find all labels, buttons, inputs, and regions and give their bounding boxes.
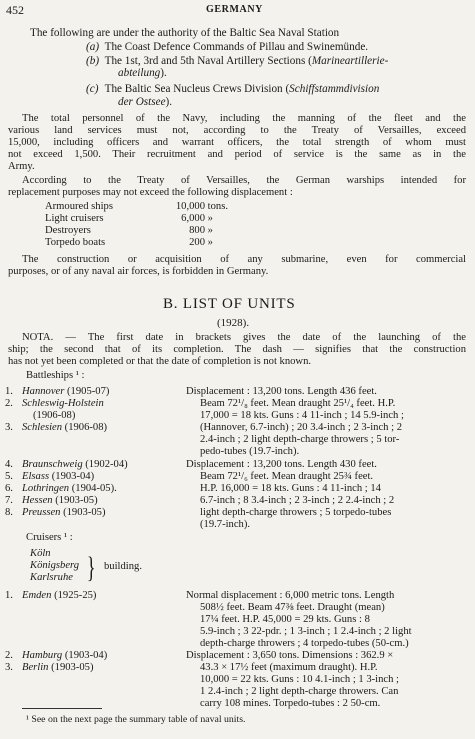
text-line: 6.7-inch ; 8 3.4-inch ; 2 3-inch ; 2 2.4-inch ; 2 xyxy=(200,495,395,506)
ship-type: Torpedo boats xyxy=(45,237,106,248)
battleship-description-2 xyxy=(186,459,394,531)
cruiser-emden-description xyxy=(186,590,412,650)
cruiser-building-name: Karlsruhe xyxy=(30,572,73,583)
building-label: building. xyxy=(104,561,142,572)
displacement-row xyxy=(45,225,213,237)
section-year: (1928). xyxy=(217,317,250,329)
text-line: replacement purposes may not exceed the following displacement : xyxy=(8,187,293,198)
text-line: H.P. 16,000 = 18 kts. Guns : 4 11-inch ; 14 xyxy=(200,483,381,494)
ship-dates: (1902-04) xyxy=(85,459,128,470)
text-line: has not yet been completed or that the date of completion is not known. xyxy=(8,356,312,367)
ship-entry xyxy=(5,650,107,662)
ship-number: 6. xyxy=(5,483,13,494)
text-line: depth-charge throwers ; 4 torpedo-tubes (50-cm.) xyxy=(200,638,409,649)
warships-paragraph xyxy=(8,175,466,199)
ship-dates: (1905-07) xyxy=(67,386,110,397)
item-marker: (c) xyxy=(86,83,99,95)
item-text-italic: abteilung xyxy=(118,67,161,79)
running-header: GERMANY xyxy=(206,4,263,15)
ship-number: 8. xyxy=(5,507,13,518)
text-line: The total personnel of the Navy, including the manning of the fleet and the xyxy=(22,113,466,124)
text-line: 43.3 × 17½ feet (maximum draught). H.P. xyxy=(200,662,378,673)
battleship-description-1 xyxy=(186,386,404,458)
text-line: 17¼ feet. H.P. 45,000 = 29 kts. Guns : 8 xyxy=(200,614,370,625)
displacement-value: 10,000 xyxy=(175,201,205,212)
ship-entry xyxy=(5,495,98,507)
cruiser-description-2 xyxy=(186,650,399,710)
text-line: NOTA. — The first date in brackets gives the date of the launching of the xyxy=(22,332,466,343)
ship-name: Schlesien xyxy=(22,422,63,433)
item-text-italic: Marineartillerie- xyxy=(311,55,389,67)
ship-entry xyxy=(5,662,94,674)
ship-number: 1. xyxy=(5,590,13,601)
ship-name: Hessen xyxy=(22,495,53,506)
text-line: carry 108 mines. Torpedo-tubes : 2 50-cm. xyxy=(200,698,381,709)
authority-item-a xyxy=(86,41,368,54)
ship-name: Elsass xyxy=(22,471,50,482)
displacement-row xyxy=(45,237,213,249)
ship-number: 2. xyxy=(5,650,13,661)
item-marker: (a) xyxy=(86,41,100,53)
nota-paragraph xyxy=(8,332,466,368)
text-line: Beam 72¹/₈ feet. Mean draught 25¹/₄ feet. H.P. xyxy=(200,398,396,409)
authority-item-c xyxy=(86,83,379,96)
text-line: ship; the second that of its completion. The dash — signifies that the construction xyxy=(8,344,466,355)
text-line: 10,000 = 22 kts. Guns : 10 4.1-inch ; 1 3-inch ; xyxy=(200,674,400,685)
ship-name: Lothringen xyxy=(22,483,70,494)
item-text: The Coast Defence Commands of Pillau and Swinemünde. xyxy=(104,41,369,53)
cruiser-building-name: Königsberg xyxy=(30,560,80,571)
ship-number: 2. xyxy=(5,398,13,409)
text-line: not exceed 1,500. Their recruitment and period of service is the same as in the xyxy=(8,149,466,160)
displacement-value: 6,000 xyxy=(181,213,205,224)
authority-item-b-cont xyxy=(118,67,167,80)
ship-name: Emden xyxy=(22,590,52,601)
text-line: 2.4-inch ; 2 light depth-charge throwers ; 5 tor- xyxy=(200,434,400,445)
ship-entry xyxy=(5,483,117,495)
displacement-row xyxy=(45,201,228,213)
displacement-row xyxy=(45,213,213,225)
ship-dates: (1906-08) xyxy=(64,422,108,433)
text-line: 5.9-inch ; 3 22-pdr. ; 1 3-inch ; 1 2.4-inch ; 2 light xyxy=(200,626,412,637)
ship-name: Hamburg xyxy=(22,650,63,661)
ship-number: 3. xyxy=(5,662,13,673)
item-text: The Baltic Sea Nucleus Crews Division ( xyxy=(104,83,290,95)
authority-item-c-cont xyxy=(118,96,172,109)
brace-icon: } xyxy=(86,551,96,584)
intro-sentence: The following are under the authority of the Baltic Sea Naval Station xyxy=(30,27,340,39)
item-text-italic: der Ostsee xyxy=(118,96,166,108)
battleships-label: Battleships ¹ : xyxy=(26,370,85,381)
text-line: (19.7-inch). xyxy=(200,519,251,530)
text-line: various land services must not, according to the Treaty of Versailles, exceed xyxy=(8,125,466,136)
ship-number: 3. xyxy=(5,422,13,433)
ship-number: 1. xyxy=(5,386,13,397)
ship-entry xyxy=(5,590,96,602)
text-line: Displacement : 13,200 tons. Length 430 feet. xyxy=(186,459,377,470)
unit: » xyxy=(207,213,213,224)
personnel-paragraph xyxy=(8,113,466,173)
text-line: purposes, or of any naval air forces, is forbidden in Germany. xyxy=(8,266,269,277)
text-line: pedo-tubes (19.7-inch). xyxy=(200,446,300,457)
text-line: The construction or acquisition of any submarine, even for commercial xyxy=(22,254,466,265)
ship-dates: (1906-08) xyxy=(33,410,76,421)
ship-number: 7. xyxy=(5,495,13,506)
ship-dates: (1903-04) xyxy=(51,471,95,482)
section-title: B. LIST OF UNITS xyxy=(163,296,296,312)
text-line: Normal displacement : 6,000 metric tons. Length xyxy=(186,590,395,601)
item-text: ). xyxy=(160,67,167,79)
ship-dates: (1903-04) xyxy=(64,650,108,661)
text-line: Beam 72¹/₆ feet. Mean draught 25¾ feet. xyxy=(200,471,374,482)
ship-name: Hannover xyxy=(22,386,65,397)
ship-type: Light cruisers xyxy=(45,213,104,224)
text-line: According to the Treaty of Versailles, the German warships intended for xyxy=(22,175,466,186)
ship-entry xyxy=(5,386,109,398)
cruisers-label: Cruisers ¹ : xyxy=(26,532,73,543)
text-line: 1 2.4-inch ; 2 light depth-charge throwers. Can xyxy=(200,686,399,697)
ship-dates: (1925-25) xyxy=(54,590,97,601)
text-line: light depth-charge throwers ; 5 torpedo-tubes xyxy=(200,507,392,518)
footnote: ¹ See on the next page the summary table of naval units. xyxy=(26,714,246,725)
page-number: 452 xyxy=(6,3,24,17)
displacement-value: 800 xyxy=(189,225,205,236)
ship-type: Destroyers xyxy=(45,225,91,236)
text-line: Displacement : 13,200 tons. Length 436 feet. xyxy=(186,386,377,397)
ship-entry xyxy=(5,459,128,471)
text-line: Army. xyxy=(8,161,35,172)
cruiser-building-name: Köln xyxy=(30,548,51,559)
ship-entry xyxy=(5,507,105,519)
item-text: The 1st, 3rd and 5th Naval Artillery Sections ( xyxy=(104,55,312,67)
text-line: Displacement : 3,650 tons. Dimensions : 362.9 × xyxy=(186,650,394,661)
text-line: 508½ feet. Beam 47⅜ feet. Draught (mean) xyxy=(200,602,385,613)
footnote-divider xyxy=(22,708,102,709)
item-text: ). xyxy=(165,96,173,108)
ship-type: Armoured ships xyxy=(45,201,113,212)
text-line: (Hannover, 6.7-inch) ; 20 3.4-inch ; 2 3-inch ; 2 xyxy=(200,422,402,433)
unit: » xyxy=(207,225,213,236)
ship-dates: (1903-05) xyxy=(55,495,98,506)
text-line: 15,000, including officers and warrant officers, the total strength of whom must xyxy=(8,137,466,148)
ship-entry xyxy=(5,471,94,483)
ship-number: 5. xyxy=(5,471,13,482)
ship-entry xyxy=(5,422,107,434)
ship-entry xyxy=(5,398,104,410)
ship-name: Braunschweig xyxy=(22,459,83,470)
item-text-italic: Schiffstammdivision xyxy=(289,83,380,95)
ship-dates: (1903-05) xyxy=(51,662,94,673)
ship-name: Preussen xyxy=(22,507,61,518)
ship-dates: (1904-05). xyxy=(71,483,117,494)
text-line: 17,000 = 18 kts. Guns : 4 11-inch ; 14 5.9-inch ; xyxy=(200,410,404,421)
displacement-value: 200 xyxy=(189,237,205,248)
unit: » xyxy=(207,237,213,248)
submarine-paragraph xyxy=(8,254,466,278)
ship-name: Berlin xyxy=(22,662,49,673)
item-marker: (b) xyxy=(86,55,100,67)
ship-number: 4. xyxy=(5,459,13,470)
ship-name: Schleswig-Holstein xyxy=(22,398,104,409)
ship-dates: (1903-05) xyxy=(63,507,106,518)
unit: tons. xyxy=(207,201,228,212)
